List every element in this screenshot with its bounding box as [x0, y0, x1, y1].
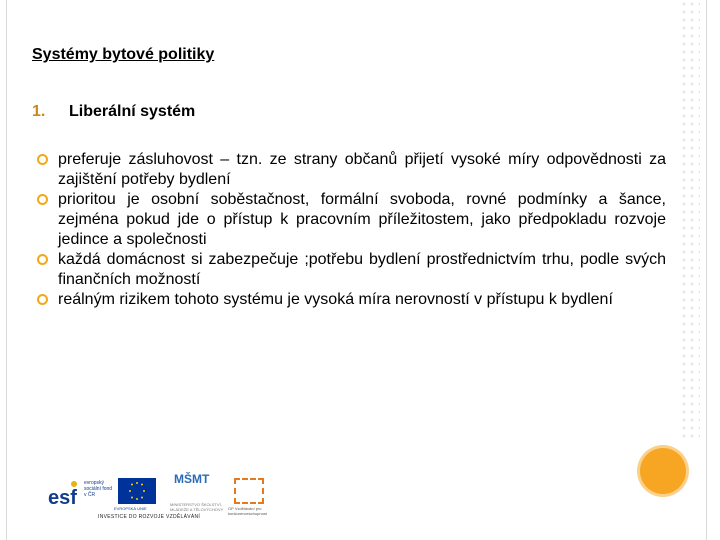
frame-line-right	[706, 0, 707, 540]
sponsor-logos	[46, 472, 276, 520]
slide-title: Systémy bytové politiky	[32, 46, 215, 63]
svg-text:esf: esf	[48, 487, 77, 509]
circle-bullet-icon	[37, 194, 48, 205]
heading-number: 1.	[32, 103, 46, 120]
bullet-item	[36, 250, 666, 290]
bullet-text: preferuje zásluhovost – tzn. ze strany občanů přijetí vysoké míry odpovědnosti za zajištění potřeby bydlení	[58, 151, 666, 188]
bullet-text: každá domácnost si zabezpečuje ;potřebu bydlení prostřednictvím trhu, podle svých finančních možností	[58, 251, 666, 288]
decorative-dot-pattern	[680, 0, 700, 440]
op-subtitle: OP Vzdělávání pro konkurenceschopnost	[228, 506, 267, 516]
circle-bullet-icon	[37, 254, 48, 265]
bullet-text: prioritou je osobní soběstačnost, formální svoboda, rovné podmínky a šance, zejména pokud jde o přístup k pracovním příležitostem, jako předpokladu rozvoje jedince a společnosti	[58, 191, 666, 248]
investment-tagline: INVESTICE DO ROZVOJE VZDĚLÁVÁNÍ	[98, 514, 201, 520]
bullet-text: reálným rizikem tohoto systému je vysoká míra nerovností v přístupu k bydlení	[58, 291, 613, 308]
op-logo	[234, 478, 264, 504]
msmt-subtitle: MINISTERSTVO ŠKOLSTVÍ, MLÁDEŽE A TĚLOVÝCHOVY	[170, 502, 224, 512]
bullet-item	[36, 190, 666, 250]
bullet-item	[36, 150, 666, 190]
bullet-item	[36, 290, 666, 310]
circle-bullet-icon	[37, 294, 48, 305]
bullet-list	[36, 150, 666, 310]
eu-flag-logo	[118, 478, 156, 504]
frame-line-left	[6, 0, 7, 540]
decorative-orange-circle	[640, 448, 686, 494]
esf-text: evropský sociální fond v ČR	[84, 480, 113, 498]
eu-label: EVROPSKÁ UNIE	[114, 506, 147, 511]
section-heading: Liberální systém	[69, 103, 196, 120]
circle-bullet-icon	[37, 154, 48, 165]
msmt-logo: MŠMT	[174, 472, 210, 486]
